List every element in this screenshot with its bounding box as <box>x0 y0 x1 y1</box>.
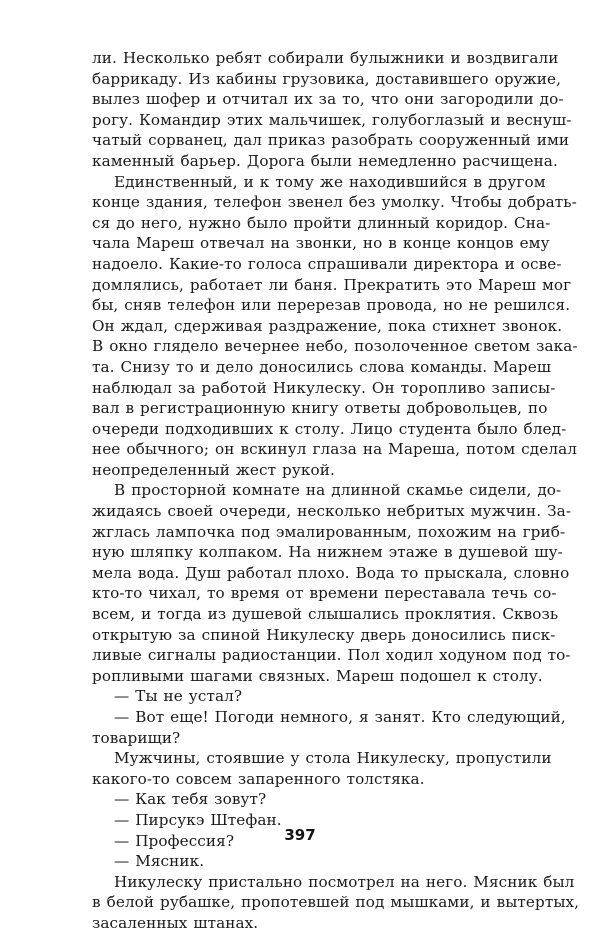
text-line: кто-то чихал, то время от времени переставала течь со- <box>92 584 557 603</box>
paragraph-start-line: Мужчины, стоявшие у стола Никулеску, пропустили <box>114 749 552 768</box>
text-line: какого-то совсем запаренного толстяка. <box>92 769 425 788</box>
dialog-line: — Как тебя зовут? <box>114 790 267 809</box>
text-line: ся до него, нужно было пройти длинный коридор. Сна- <box>92 213 551 232</box>
text-line: открытую за спиной Никулеску дверь доносились писк- <box>92 625 556 644</box>
text-line: вылез шофер и отчитал их за то, что они загородили до- <box>92 90 564 109</box>
text-line: рогу. Командир этих мальчишек, голубоглазый и веснуш- <box>92 110 572 129</box>
dialog-line: — Профессия? <box>114 831 235 850</box>
text-line: ли. Несколько ребят собирали булыжники и воздвигали <box>92 49 559 67</box>
paragraph-start-line: В просторной комнате на длинной скамье сидели, до- <box>114 481 562 500</box>
text-line: засаленных штанах. <box>92 913 259 932</box>
text-line: всем, и тогда из душевой слышались проклятия. Сквозь <box>92 605 559 624</box>
text-line: жглась лампочка под эмалированным, похожим на гриб- <box>92 522 566 541</box>
text-line: В окно глядело вечернее небо, позолоченное светом зака- <box>92 337 578 356</box>
text-line: вал в регистрационную книгу ответы добровольцев, по <box>92 399 548 418</box>
text-line: неопределенный жест рукой. <box>92 460 335 479</box>
text-line: наблюдал за работой Никулеску. Он торопливо записы- <box>92 378 556 397</box>
dialog-line: — Вот еще! Погоди немного, я занят. Кто следующий, <box>114 708 566 726</box>
text-line: ливые сигналы радиостанции. Пол ходил ходуном под то- <box>92 646 571 665</box>
text-line: очереди подходивших к столу. Лицо студента было блед- <box>92 419 567 438</box>
text-line: бы, сняв телефон или перерезав провода, но не решился. <box>92 296 571 315</box>
text-line: в белой рубашке, пропотевшей под мышками, и вытертых, <box>92 893 580 912</box>
text-line: баррикаду. Из кабины грузовика, доставившего оружие, <box>92 69 562 88</box>
text-line: товарищи? <box>92 728 181 747</box>
text-line: каменный барьер. Дорога были немедленно расчищена. <box>92 151 558 170</box>
text-line: ную шляпку колпаком. На нижнем этаже в душевой шу- <box>92 543 563 562</box>
text-line: домлялись, работает ли баня. Прекратить это Мареш мог <box>92 275 572 294</box>
text-line: нее обычного; он вскинул глаза на Мареша, потом сделал <box>92 440 577 459</box>
dialog-line: — Мясник. <box>114 852 205 871</box>
text-line: чала Мареш отвечал на звонки, но в конце концов ему <box>92 234 550 253</box>
text-line: жидаясь своей очереди, несколько небритых мужчин. За- <box>92 502 572 521</box>
text-line: та. Снизу то и дело доносились слова команды. Мареш <box>92 357 552 376</box>
paragraph-start-line: Никулеску пристально посмотрел на него. Мясник был <box>114 872 575 891</box>
dialog-line: — Пирсукэ Штефан. <box>114 810 282 829</box>
text-line: ропливыми шагами связных. Мареш подошел к столу. <box>92 666 543 685</box>
text-line: мела вода. Душ работал плохо. Вода то прыскала, словно <box>92 563 570 582</box>
text-line: чатый сорванец, дал приказ разобрать сооруженный ими <box>92 131 570 150</box>
paragraph-start-line: Единственный, и к тому же находившийся в другом <box>114 172 546 191</box>
text-line: конце здания, телефон звенел без умолку. Чтобы добрать- <box>92 193 577 212</box>
dialog-line: — Ты не устал? <box>114 687 243 706</box>
text-line: Он ждал, сдерживая раздражение, пока стихнет звонок. <box>92 316 563 335</box>
book-page-text <box>92 48 580 934</box>
page-number: 397 <box>284 826 316 844</box>
text-line: надоело. Какие-то голоса спрашивали директора и осве- <box>92 254 562 273</box>
